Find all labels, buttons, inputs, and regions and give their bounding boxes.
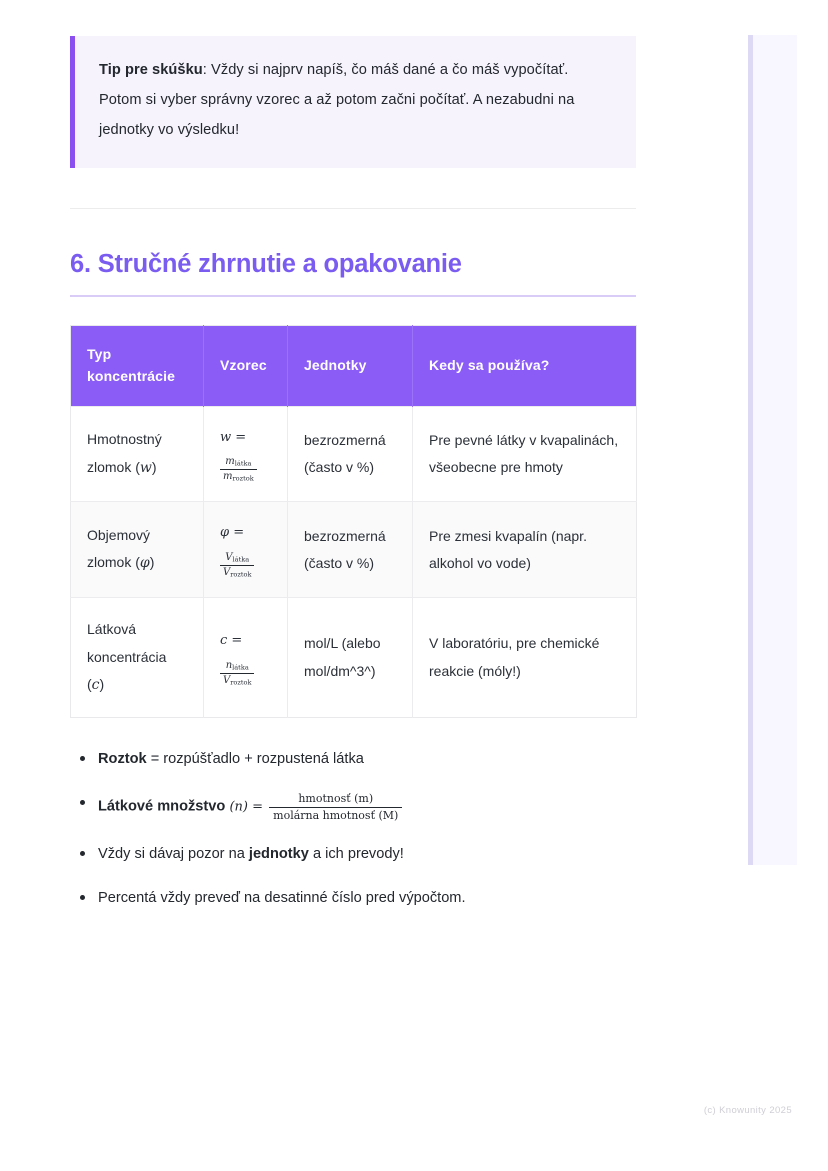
- formula-left-side: w =: [220, 429, 247, 445]
- column-header-units: Jednotky: [288, 326, 413, 406]
- cell-type-tail: ): [99, 675, 105, 692]
- note-text: a ich prevody!: [308, 845, 404, 862]
- fraction-numerator-sub: látka: [232, 555, 250, 564]
- document-content: [70, 0, 636, 932]
- page-edge-strip: [748, 35, 797, 865]
- cell-type-text: Látková koncentrácia (: [87, 621, 167, 692]
- cell-formula: [204, 502, 288, 598]
- fraction-numerator-var: m: [225, 456, 235, 468]
- cell-type-tail: ): [151, 458, 157, 475]
- note-formula-lhs: (n) =: [225, 800, 268, 816]
- list-item: [70, 748, 636, 771]
- section-title-underline: [70, 295, 636, 297]
- cell-type: [71, 598, 204, 718]
- tip-text: [99, 56, 610, 146]
- section-title: 6. Stručné zhrnutie a opakovanie: [70, 249, 462, 278]
- formula-fraction: [220, 552, 271, 579]
- cell-usage: Pre zmesi kvapalín (napr. alkohol vo vode): [413, 502, 637, 598]
- cell-units: bezrozmerná (často v %): [288, 406, 413, 502]
- fraction-denominator-sub: roztok: [230, 678, 252, 687]
- note-fraction-denominator: molárna hmotnosť (M): [273, 808, 399, 822]
- fraction-denominator-var: m: [223, 471, 233, 483]
- list-item: [70, 843, 636, 866]
- fraction-numerator-var: V: [225, 551, 233, 563]
- cell-type: [71, 502, 204, 598]
- cell-type: [71, 406, 204, 502]
- note-text-pre: Vždy si dávaj pozor na: [98, 845, 249, 862]
- note-fraction: [269, 792, 402, 821]
- tip-label: Tip pre skúšku: [99, 62, 203, 78]
- fraction-numerator-sub: látka: [232, 663, 249, 672]
- cell-type-tail: ): [149, 554, 155, 571]
- fraction-denominator-var: V: [223, 674, 231, 686]
- cell-type-symbol: w: [139, 459, 152, 476]
- tip-body: Vždy si najprv napíš, čo máš dané a čo máš vypočítať. Potom si vyber správny vzorec a až potom začni počítať. A nezabudni na jednotky vo výsledku!: [99, 62, 575, 138]
- section-divider: [70, 208, 636, 209]
- column-header-type: Typ koncentrácie: [71, 326, 204, 406]
- summary-table: [70, 325, 637, 718]
- footer-copyright: (c) Knowunity 2025: [703, 1105, 792, 1116]
- note-term: Roztok: [98, 751, 147, 768]
- table-header-row: [71, 326, 637, 406]
- fraction-denominator-sub: roztok: [230, 570, 252, 579]
- list-item: [70, 792, 636, 821]
- cell-usage: V laboratóriu, pre chemické reakcie (móly!): [413, 598, 637, 718]
- cell-type-text: Objemový zlomok (: [87, 527, 151, 571]
- formula-fraction: [220, 660, 271, 687]
- fraction-numerator-sub: látka: [234, 459, 252, 468]
- cell-formula: [204, 406, 288, 502]
- tip-callout: [70, 36, 636, 168]
- formula-left-side: φ =: [220, 525, 245, 541]
- summary-notes-list: [70, 748, 636, 910]
- note-text: Percentá vždy preveď na desatinné číslo pred výpočtom.: [98, 890, 466, 907]
- column-header-usage: Kedy sa používa?: [413, 326, 637, 406]
- table-row: [71, 598, 637, 718]
- tip-separator: :: [202, 62, 212, 78]
- column-header-formula: Vzorec: [204, 326, 288, 406]
- note-text: = rozpúšťadlo + rozpustená látka: [146, 751, 364, 768]
- cell-type-symbol: c: [91, 676, 100, 693]
- formula-fraction: [220, 456, 271, 483]
- formula-left-side: c =: [220, 633, 243, 649]
- note-fraction-numerator: hmotnosť (m): [269, 792, 402, 807]
- cell-type-text: Hmotnostný zlomok (: [87, 431, 162, 475]
- cell-units: bezrozmerná (často v %): [288, 502, 413, 598]
- list-item: [70, 887, 636, 910]
- note-term: jednotky: [248, 845, 309, 862]
- table-row: [71, 406, 637, 502]
- note-term: Látkové množstvo: [98, 799, 226, 816]
- fraction-denominator-sub: roztok: [232, 474, 254, 483]
- fraction-numerator-var: n: [225, 659, 233, 671]
- cell-formula: [204, 598, 288, 718]
- cell-units: mol/L (alebo mol/dm^3^): [288, 598, 413, 718]
- fraction-denominator-var: V: [223, 567, 231, 579]
- cell-usage: Pre pevné látky v kvapalinách, všeobecne pre hmoty: [413, 406, 637, 502]
- cell-type-symbol: φ: [139, 555, 150, 572]
- table-row: [71, 502, 637, 598]
